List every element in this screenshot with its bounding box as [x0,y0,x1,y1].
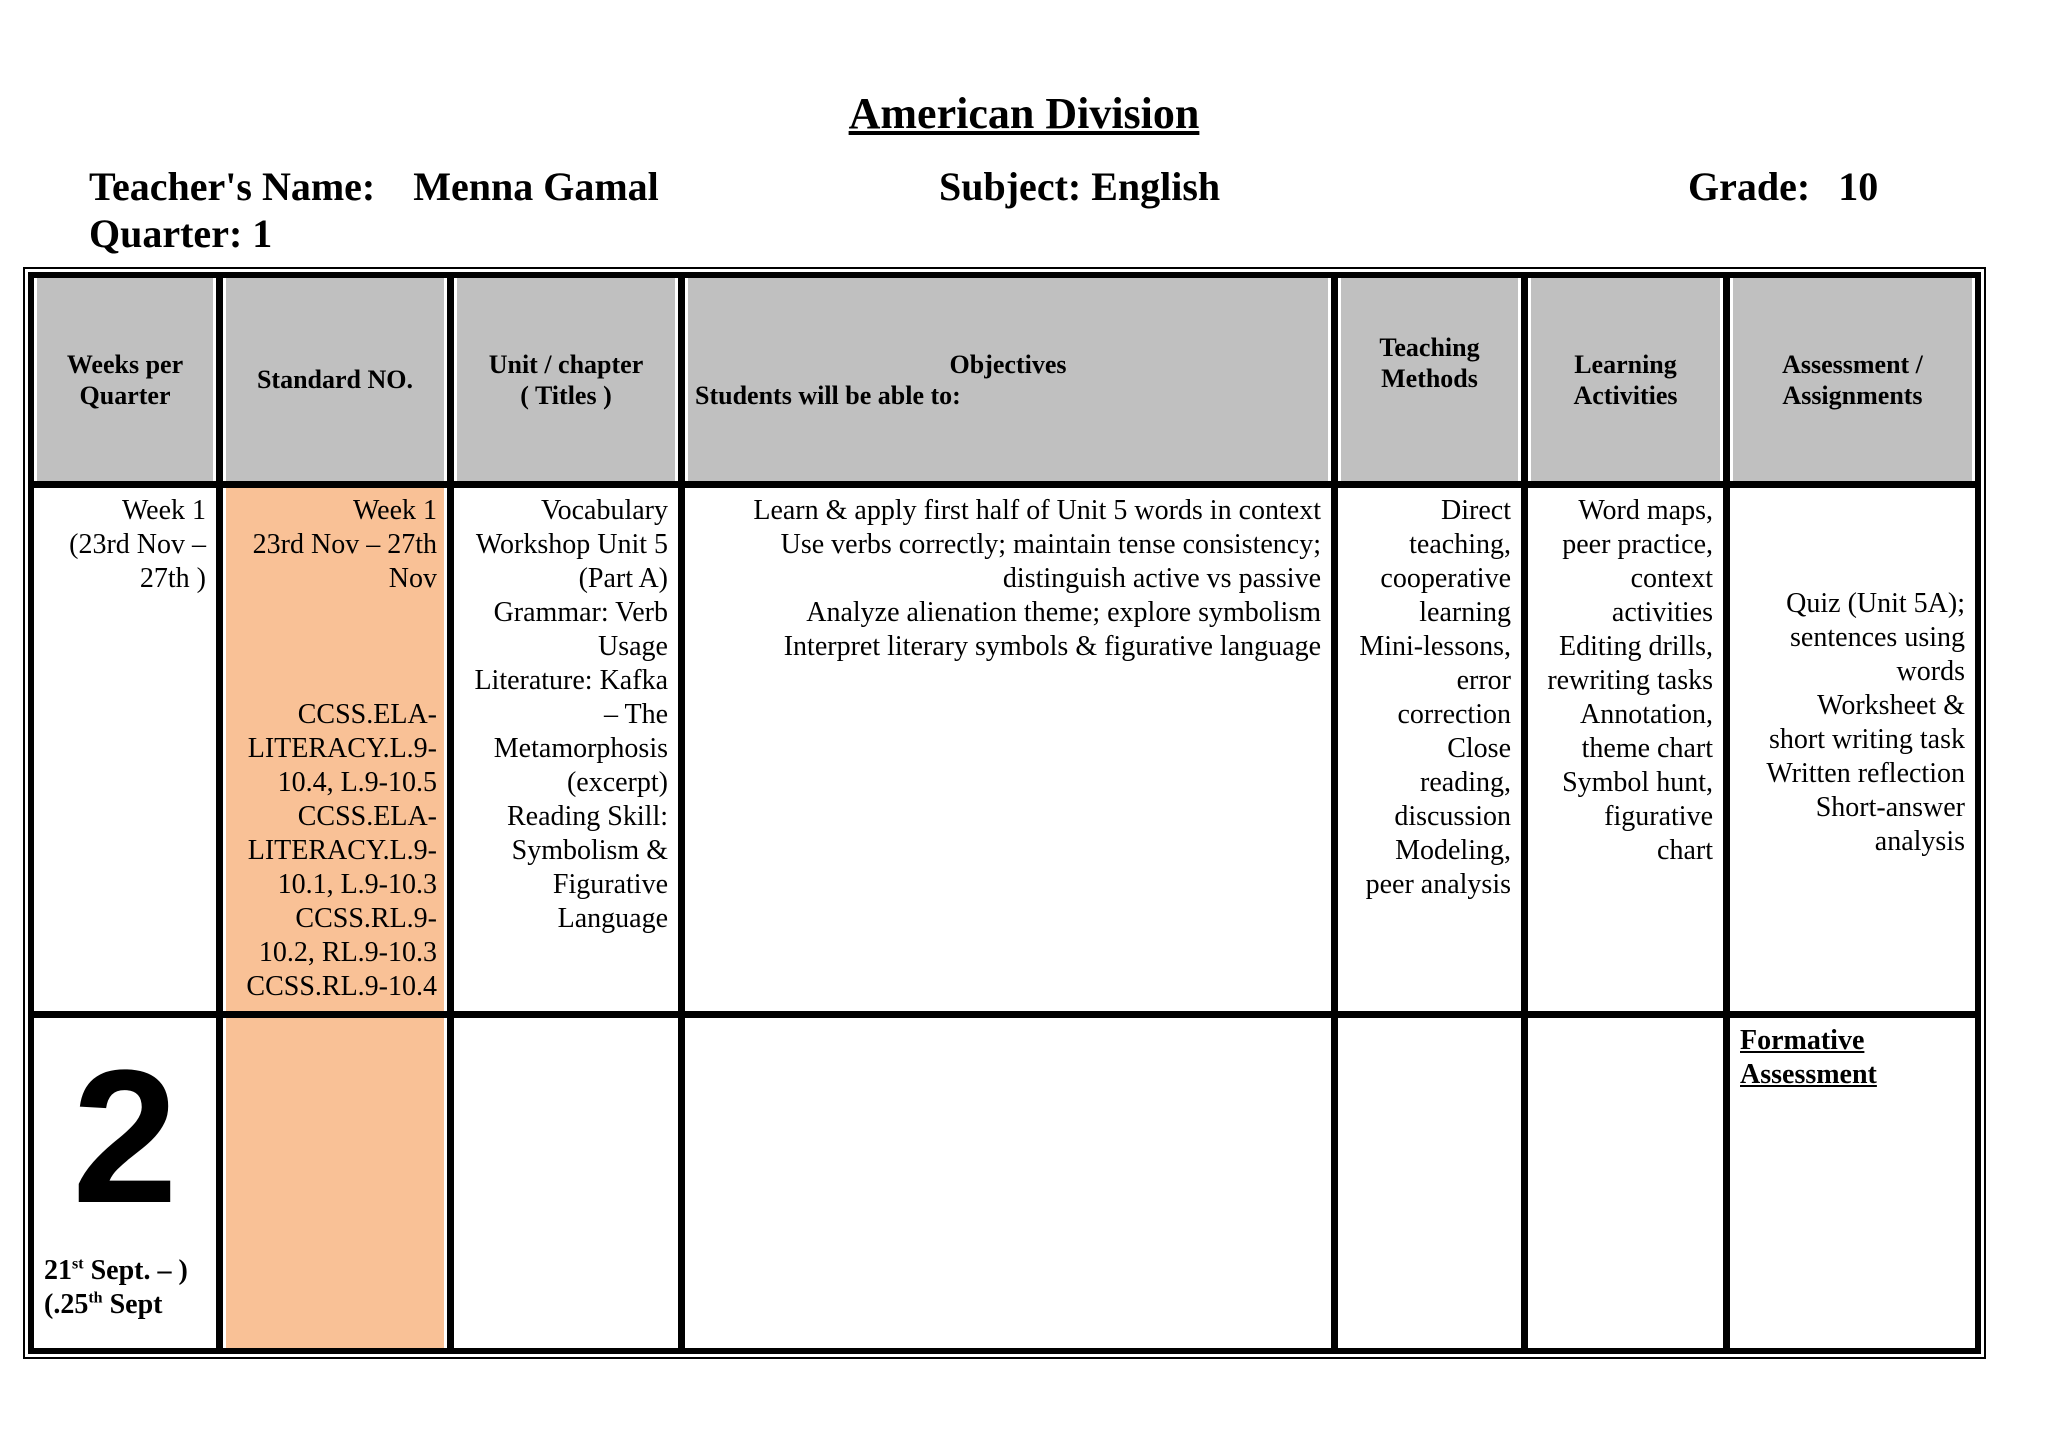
cell-line: 10.2, RL.9-10.3 [258,937,437,968]
table-header-row [34,278,1975,488]
learning-cell [1528,1018,1730,1348]
cell-line: short writing task [1769,723,1965,755]
cell-line: discussion [1394,801,1511,832]
formative-assessment-label: Formative Assessment [1740,1025,1877,1090]
teacher-name: Menna Gamal [413,164,659,209]
cell-line: Interpret literary symbols & figurative language [783,631,1321,662]
cell-line: Learn & apply first half of Unit 5 words in context [753,495,1321,526]
table-row [34,488,1975,1018]
cell-line: Reading Skill: [507,801,668,832]
cell-line: Analyze alienation theme; explore symbolism [806,597,1321,628]
cell-line: peer practice, [1562,529,1713,560]
cell-line: Symbol hunt, [1562,767,1713,798]
cell-line: Use verbs correctly; maintain tense consistency; [780,529,1321,560]
col-objectives-header: Objectives Students will be able to: [685,278,1338,488]
cell-line: CCSS.RL.9-10.4 [246,971,437,1002]
cell-line: (excerpt) [566,767,668,798]
col-assessment-header: Assessment / Assignments [1730,278,1975,488]
cell-line: peer analysis [1365,869,1511,900]
cell-line: LITERACY.L.9- [247,733,437,764]
cell-line: Word maps, [1578,495,1713,526]
cell-line: chart [1657,835,1713,866]
cell-line: Metamorphosis [493,733,668,764]
week-cell [34,488,223,1018]
cell-line: error [1456,665,1511,696]
objectives-cell [685,1018,1338,1348]
week-dates: 21st Sept. – ) (.25th Sept [44,1255,188,1320]
grade-value: 10 [1838,164,1879,209]
assessment-cell [1730,488,1975,1018]
cell-line: – The [603,699,668,730]
unit-cell [454,1018,685,1348]
cell-line: 10.1, L.9-10.3 [277,869,437,900]
cell-line: activities [1611,597,1713,628]
standard-cell [223,488,454,1018]
cell-line: Grammar: Verb [493,597,668,628]
cell-line: Annotation, [1580,699,1713,730]
teaching-cell [1338,488,1528,1018]
cell-line: Week 1 [352,495,437,526]
cell-line: Figurative [552,869,668,900]
week-number: 2 [72,1031,178,1243]
learning-cell [1528,488,1730,1018]
table-row [34,1018,1975,1348]
grade-label: Grade: [1688,164,1811,209]
teacher-label: Teacher's Name: [89,164,376,209]
cell-line: Quiz (Unit 5A); [1786,587,1965,619]
cell-line: Modeling, [1395,835,1511,866]
quarter-field: Quarter: 1 [89,211,273,256]
cell-line: Short-answer [1815,791,1965,823]
cell-line: Editing drills, [1559,631,1713,662]
cell-line: Symbolism & [511,835,668,866]
cell-line: Week 1 [121,495,206,526]
teacher-name-field [89,163,659,210]
cell-line: CCSS.ELA- [297,699,437,730]
cell-line: correction [1397,699,1511,730]
cell-line: (23rd Nov – [69,529,206,560]
cell-line: Literature: Kafka [474,665,668,696]
cell-line: Vocabulary [541,495,668,526]
cell-line: Mini-lessons, [1359,631,1511,662]
cell-line: Usage [598,631,668,662]
standard-cell [223,1018,454,1348]
cell-line: words [1896,655,1965,687]
cell-line: 23rd Nov – 27th [252,529,437,560]
cell-line: Workshop Unit 5 [475,529,668,560]
week-cell [34,1018,223,1348]
cell-line: distinguish active vs passive [1002,563,1321,594]
cell-line: CCSS.RL.9- [295,903,437,934]
standard-week [233,494,437,596]
cell-line: figurative [1604,801,1713,832]
unit-cell [454,488,685,1018]
col-unit-header: Unit / chapter ( Titles ) [454,278,685,488]
cell-line: teaching, [1409,529,1511,560]
col-standard-header: Standard NO. [223,278,454,488]
cell-line: 27th ) [139,563,206,594]
cell-line: LITERACY.L.9- [247,835,437,866]
cell-line: Direct [1441,495,1511,526]
cell-line: (Part A) [578,563,668,594]
cell-line: Worksheet & [1817,689,1965,721]
cell-line: analysis [1874,825,1965,857]
col-teaching-header: Teaching Methods [1338,278,1528,488]
assessment-cell [1730,1018,1975,1348]
cell-line: rewriting tasks [1547,665,1713,696]
cell-line: Nov [388,563,437,594]
teaching-cell [1338,1018,1528,1348]
subject-field: Subject: English [939,164,1221,209]
objectives-cell [685,488,1338,1018]
standard-codes [233,698,437,1004]
col-learning-header: Learning Activities [1528,278,1730,488]
cell-line: reading, [1420,767,1511,798]
page-title: American Division [848,89,1200,138]
cell-line: cooperative [1380,563,1511,594]
col-weeks-header: Weeks per Quarter [34,278,223,488]
cell-line: CCSS.ELA- [297,801,437,832]
cell-line: Written reflection [1766,757,1965,789]
cell-line: learning [1419,597,1511,628]
cell-line: 10.4, L.9-10.5 [277,767,437,798]
cell-line: theme chart [1581,733,1713,764]
cell-line: context [1630,563,1713,594]
cell-line: Language [557,903,668,934]
lesson-plan-table [28,272,1981,1354]
cell-line: sentences using [1790,621,1965,653]
grade-field [1688,163,1878,210]
cell-line: Close [1447,733,1511,764]
